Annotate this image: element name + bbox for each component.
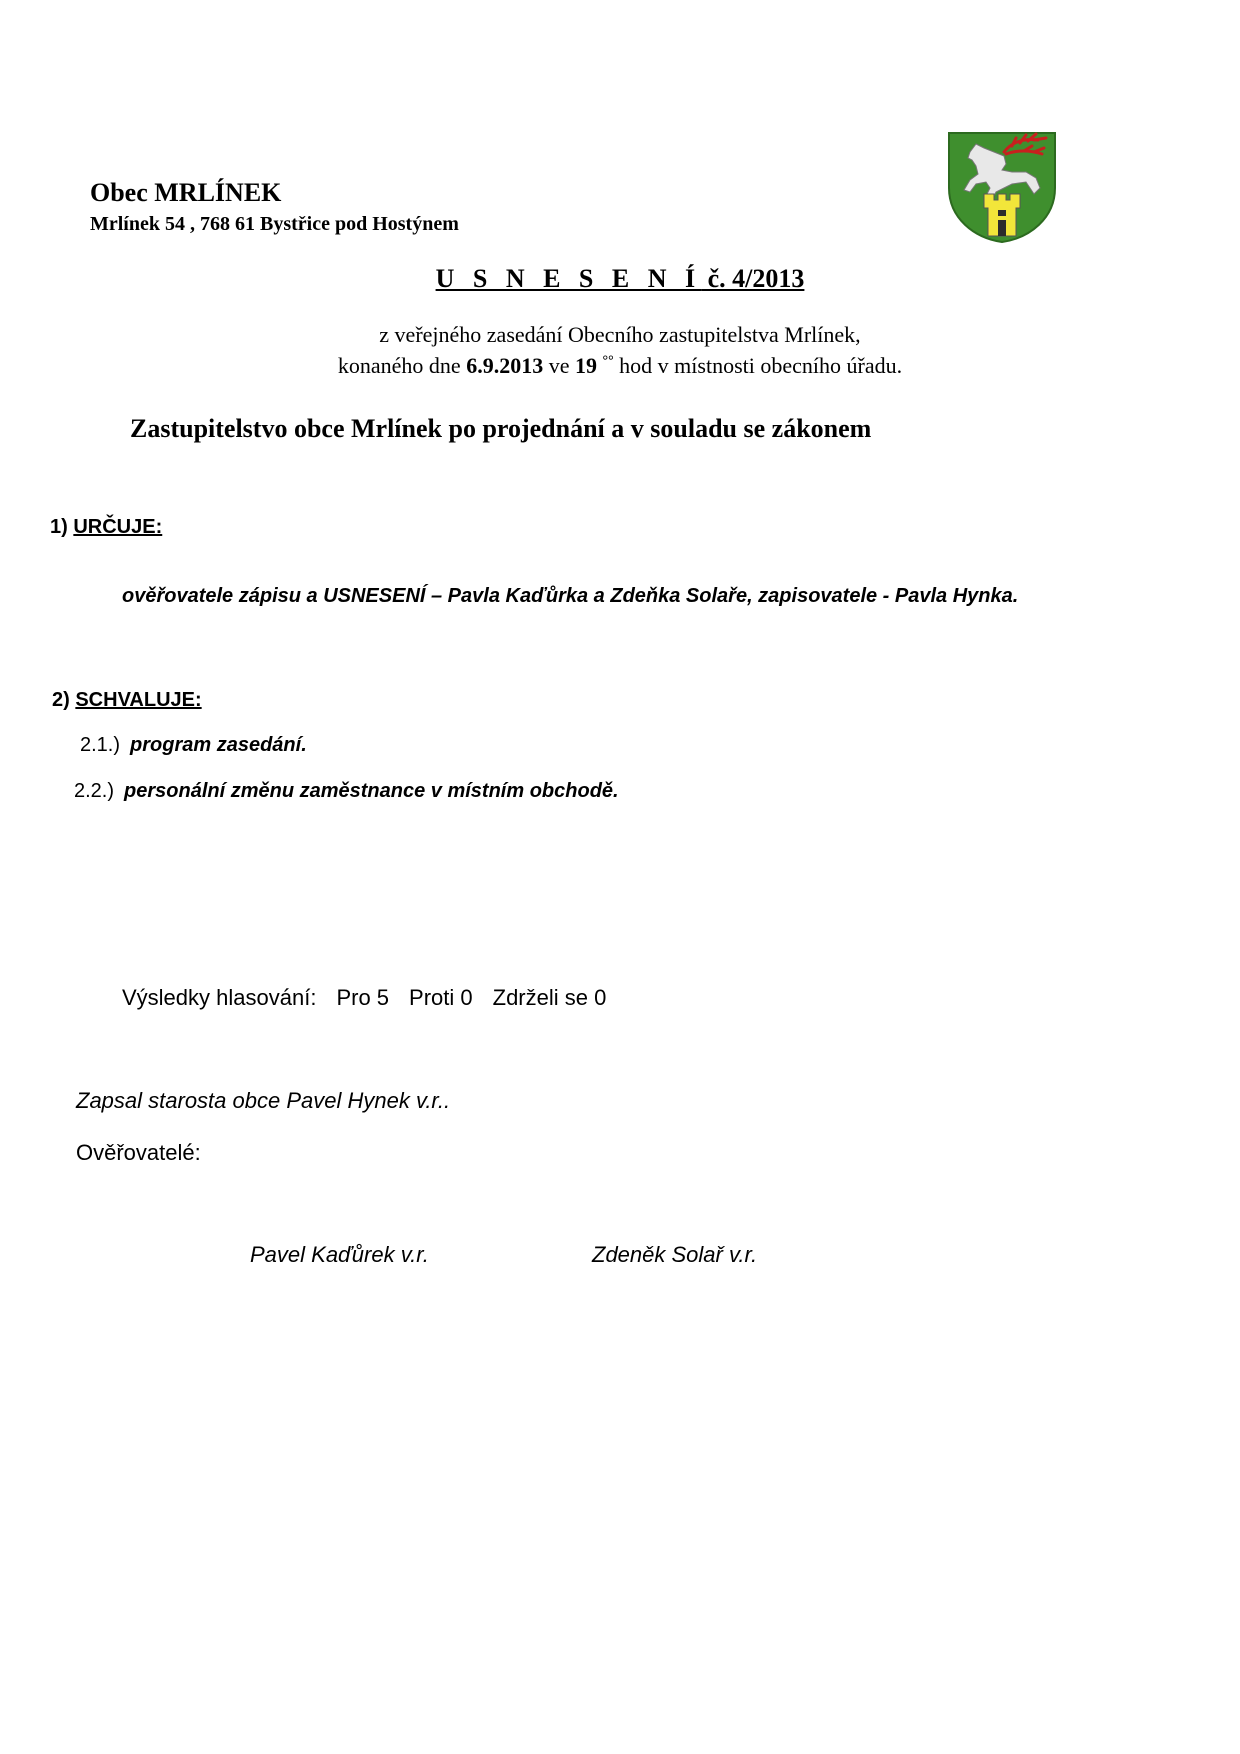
verifier-signature: Pavel Kaďůrek v.r. <box>250 1242 429 1267</box>
section1-number: 1) <box>50 516 74 538</box>
section2-title: SCHVALUJE: <box>75 689 202 711</box>
organization-name: Obec MRLÍNEK <box>90 178 282 207</box>
vote-label: Výsledky hlasování: <box>122 985 317 1010</box>
title-number: č. 4/2013 <box>701 264 805 293</box>
document-title <box>0 264 1240 294</box>
meeting-info-line1: z veřejného zasedání Obecního zastupitelstva Mrlínek, <box>379 322 861 347</box>
vote-for: Pro 5 <box>336 985 390 1010</box>
verifier-signature: Zdeněk Solař v.r. <box>592 1242 758 1267</box>
section2-heading <box>52 689 202 712</box>
title-prefix: U S N E S E N Í <box>435 264 702 293</box>
meeting-hour-superscript: °° <box>602 353 614 369</box>
item-number: 2.2.) <box>74 780 115 802</box>
coat-of-arms-icon <box>946 130 1058 244</box>
meeting-info-line2 <box>0 353 1240 379</box>
meeting-date: 6.9.2013 <box>466 353 544 378</box>
vote-abstained: Zdrželi se 0 <box>492 985 607 1010</box>
organization-address: Mrlínek 54 , 768 61 Bystřice pod Hostýnem <box>90 213 459 235</box>
meeting-line2-pre: konaného dne <box>337 353 467 378</box>
item-number: 2.1.) <box>80 734 121 756</box>
section1-text: ověřovatele zápisu a USNESENÍ – Pavla Kaďůrka a Zdeňka Solaře, zapisovatele - Pavla Hynka. <box>122 585 1019 607</box>
section1-title: URČUJE: <box>73 516 163 538</box>
vote-against: Proti 0 <box>409 985 473 1010</box>
list-item <box>80 734 307 757</box>
meeting-line2-post: hod v místnosti obecního úřadu. <box>613 353 903 378</box>
meeting-line2-mid: ve <box>543 353 575 378</box>
section2-number: 2) <box>52 689 76 711</box>
meeting-hour: 19 <box>574 353 597 378</box>
item-text: personální změnu zaměstnance v místním obchodě. <box>124 780 619 802</box>
vote-results <box>122 985 626 1011</box>
item-text: program zasedání. <box>130 734 307 756</box>
list-item <box>74 780 619 803</box>
recorded-by: Zapsal starosta obce Pavel Hynek v.r.. <box>76 1088 451 1113</box>
section1-heading <box>50 516 162 539</box>
verifiers-label: Ověřovatelé: <box>76 1140 201 1165</box>
preamble: Zastupitelstvo obce Mrlínek po projednání a v souladu se zákonem <box>130 414 872 443</box>
